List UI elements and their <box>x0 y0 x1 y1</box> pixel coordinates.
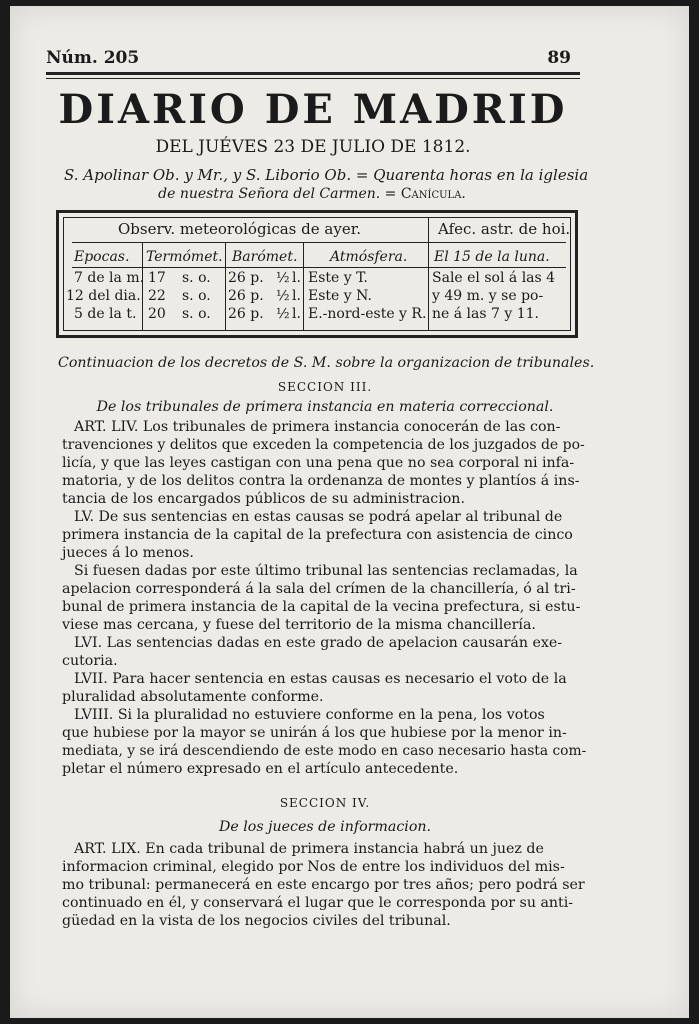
body-line: Si fuesen dadas por este último tribunal las sentencias reclamadas, la <box>74 563 578 579</box>
meteo-divider-main <box>428 218 429 330</box>
issue-number: Núm. 205 <box>46 48 140 68</box>
meteo-header-atmosfera: Atmósfera. <box>330 249 408 265</box>
saints-line-1: S. Apolinar Ob. y Mr., y S. Liborio Ob. = Quarenta horas en la iglesia <box>64 166 589 184</box>
meteo-row2-frac: ½ <box>276 288 290 304</box>
meteo-row1-frac: ½ <box>276 270 290 286</box>
meteo-row1-astro: Sale el sol á las 4 <box>432 270 556 286</box>
meteo-row1-so: s. o. <box>182 270 211 286</box>
section-4-heading: SECCION IV. <box>279 796 371 810</box>
header-rule-thick <box>46 72 580 75</box>
meteo-row3-astro: ne á las 7 y 11. <box>432 306 539 322</box>
body-line: que hubiese por la mayor se unirán á los que hubiese por la menor in- <box>62 725 567 741</box>
newspaper-page <box>10 6 689 1018</box>
dateline: DEL JUÉVES 23 DE JULIO DE 1812. <box>155 137 471 157</box>
meteo-row2-astro: y 49 m. y se po- <box>432 288 544 304</box>
meteo-row2-term: 22 <box>148 288 166 304</box>
meteo-title-right: Afec. astr. de hoi. <box>438 220 571 238</box>
meteo-row1-baro: 26 p. <box>228 270 264 286</box>
body-line: mediata, y se irá descendiendo de este modo en caso necesario hasta com- <box>62 743 587 759</box>
body-line: licía, y que las leyes castigan con una pena que no sea corporal ni infa- <box>62 455 575 471</box>
body-line: continuado en él, y conservará el lugar que le corresponda por su anti- <box>62 895 574 911</box>
meteo-row2-epoca: 12 del dia. <box>66 288 141 304</box>
saints-line-2 <box>62 186 562 202</box>
body-line: travenciones y delitos que exceden la competencia de los juzgados de po- <box>62 437 585 453</box>
meteo-row3-so: s. o. <box>182 306 211 322</box>
body-line: LVI. Las sentencias dadas en este grado de apelacion causarán exe- <box>74 635 563 651</box>
meteo-row1-l: l. <box>292 270 301 286</box>
body-line: jueces á lo menos. <box>62 545 194 561</box>
meteo-row3-term: 20 <box>148 306 166 322</box>
meteo-header-barometro: Barómet. <box>232 249 298 265</box>
body-line: ART. LIV. Los tribunales de primera instancia conocerán de las con- <box>74 419 561 435</box>
body-line: LV. De sus sentencias en estas causas se podrá apelar al tribunal de <box>74 509 563 525</box>
body-line: güedad en la vista de los negocios civiles del tribunal. <box>62 913 451 929</box>
body-line: apelacion corresponderá á la sala del crímen de la chancillería, ó al tri- <box>62 581 576 597</box>
body-line: bunal de primera instancia de la capital de la vecina prefectura, si estu- <box>62 599 581 615</box>
section-4-subheading: De los jueces de informacion. <box>218 819 432 835</box>
meteo-row1-term: 17 <box>148 270 166 286</box>
body-line: ART. LIX. En cada tribunal de primera instancia habrá un juez de <box>74 841 544 857</box>
section-3-subheading: De los tribunales de primera instancia en materia correccional. <box>96 399 554 415</box>
meteo-row3-atm: E.-nord-este y R. <box>308 306 427 322</box>
body-line: pluralidad absolutamente conforme. <box>62 689 324 705</box>
page-number: 89 <box>547 48 571 68</box>
meteo-divider-1 <box>142 242 143 330</box>
body-line: primera instancia de la capital de la prefectura con asistencia de cinco <box>62 527 573 543</box>
section-3-heading: SECCION III. <box>277 380 373 394</box>
header-rule-thin <box>46 78 580 79</box>
meteo-row3-epoca: 5 de la t. <box>74 306 137 322</box>
article-title: Continuacion de los decretos de S. M. sobre la organizacion de tribunales. <box>58 355 595 371</box>
body-line: viese mas cercana, y fuese del territorio de la misma chancillería. <box>62 617 536 633</box>
body-line: tancia de los encargados públicos de su administracion. <box>62 491 465 507</box>
meteo-row2-atm: Este y N. <box>308 288 372 304</box>
meteo-row3-baro: 26 p. <box>228 306 264 322</box>
meteo-row2-baro: 26 p. <box>228 288 264 304</box>
meteo-header-epocas: Epocas. <box>74 249 130 265</box>
meteo-header-termometro: Termómet. <box>146 249 223 265</box>
meteo-divider-2 <box>225 242 226 330</box>
meteo-title-left: Observ. meteorológicas de ayer. <box>118 220 361 238</box>
meteo-row1-atm: Este y T. <box>308 270 368 286</box>
body-line: matoria, y de los delitos contra la ordenanza de montes y plantíos á ins- <box>62 473 580 489</box>
meteo-hline-header <box>72 267 566 268</box>
meteo-row1-epoca: 7 de la m. <box>74 270 145 286</box>
body-line: informacion criminal, elegido por Nos de entre los individuos del mis- <box>62 859 565 875</box>
body-line: pletar el número expresado en el artículo antecedente. <box>62 761 459 777</box>
saints-line-2-text: de nuestra Señora del Carmen. = <box>158 186 401 202</box>
masthead-title: DIARIO DE MADRID <box>58 86 568 133</box>
meteo-row2-so: s. o. <box>182 288 211 304</box>
meteo-hline-top <box>72 242 566 243</box>
body-line: LVIII. Si la pluralidad no estuviere conforme en la pena, los votos <box>74 707 545 723</box>
meteo-row2-l: l. <box>292 288 301 304</box>
canicula-label: Canícula. <box>400 186 466 202</box>
meteo-row3-l: l. <box>292 306 301 322</box>
meteo-header-luna: El 15 de la luna. <box>434 249 550 265</box>
body-line: mo tribunal: permanecerá en este encargo por tres años; pero podrá ser <box>62 877 585 893</box>
meteo-row3-frac: ½ <box>276 306 290 322</box>
meteo-divider-3 <box>303 242 304 330</box>
body-line: cutoria. <box>62 653 118 669</box>
body-line: LVII. Para hacer sentencia en estas causas es necesario el voto de la <box>74 671 567 687</box>
